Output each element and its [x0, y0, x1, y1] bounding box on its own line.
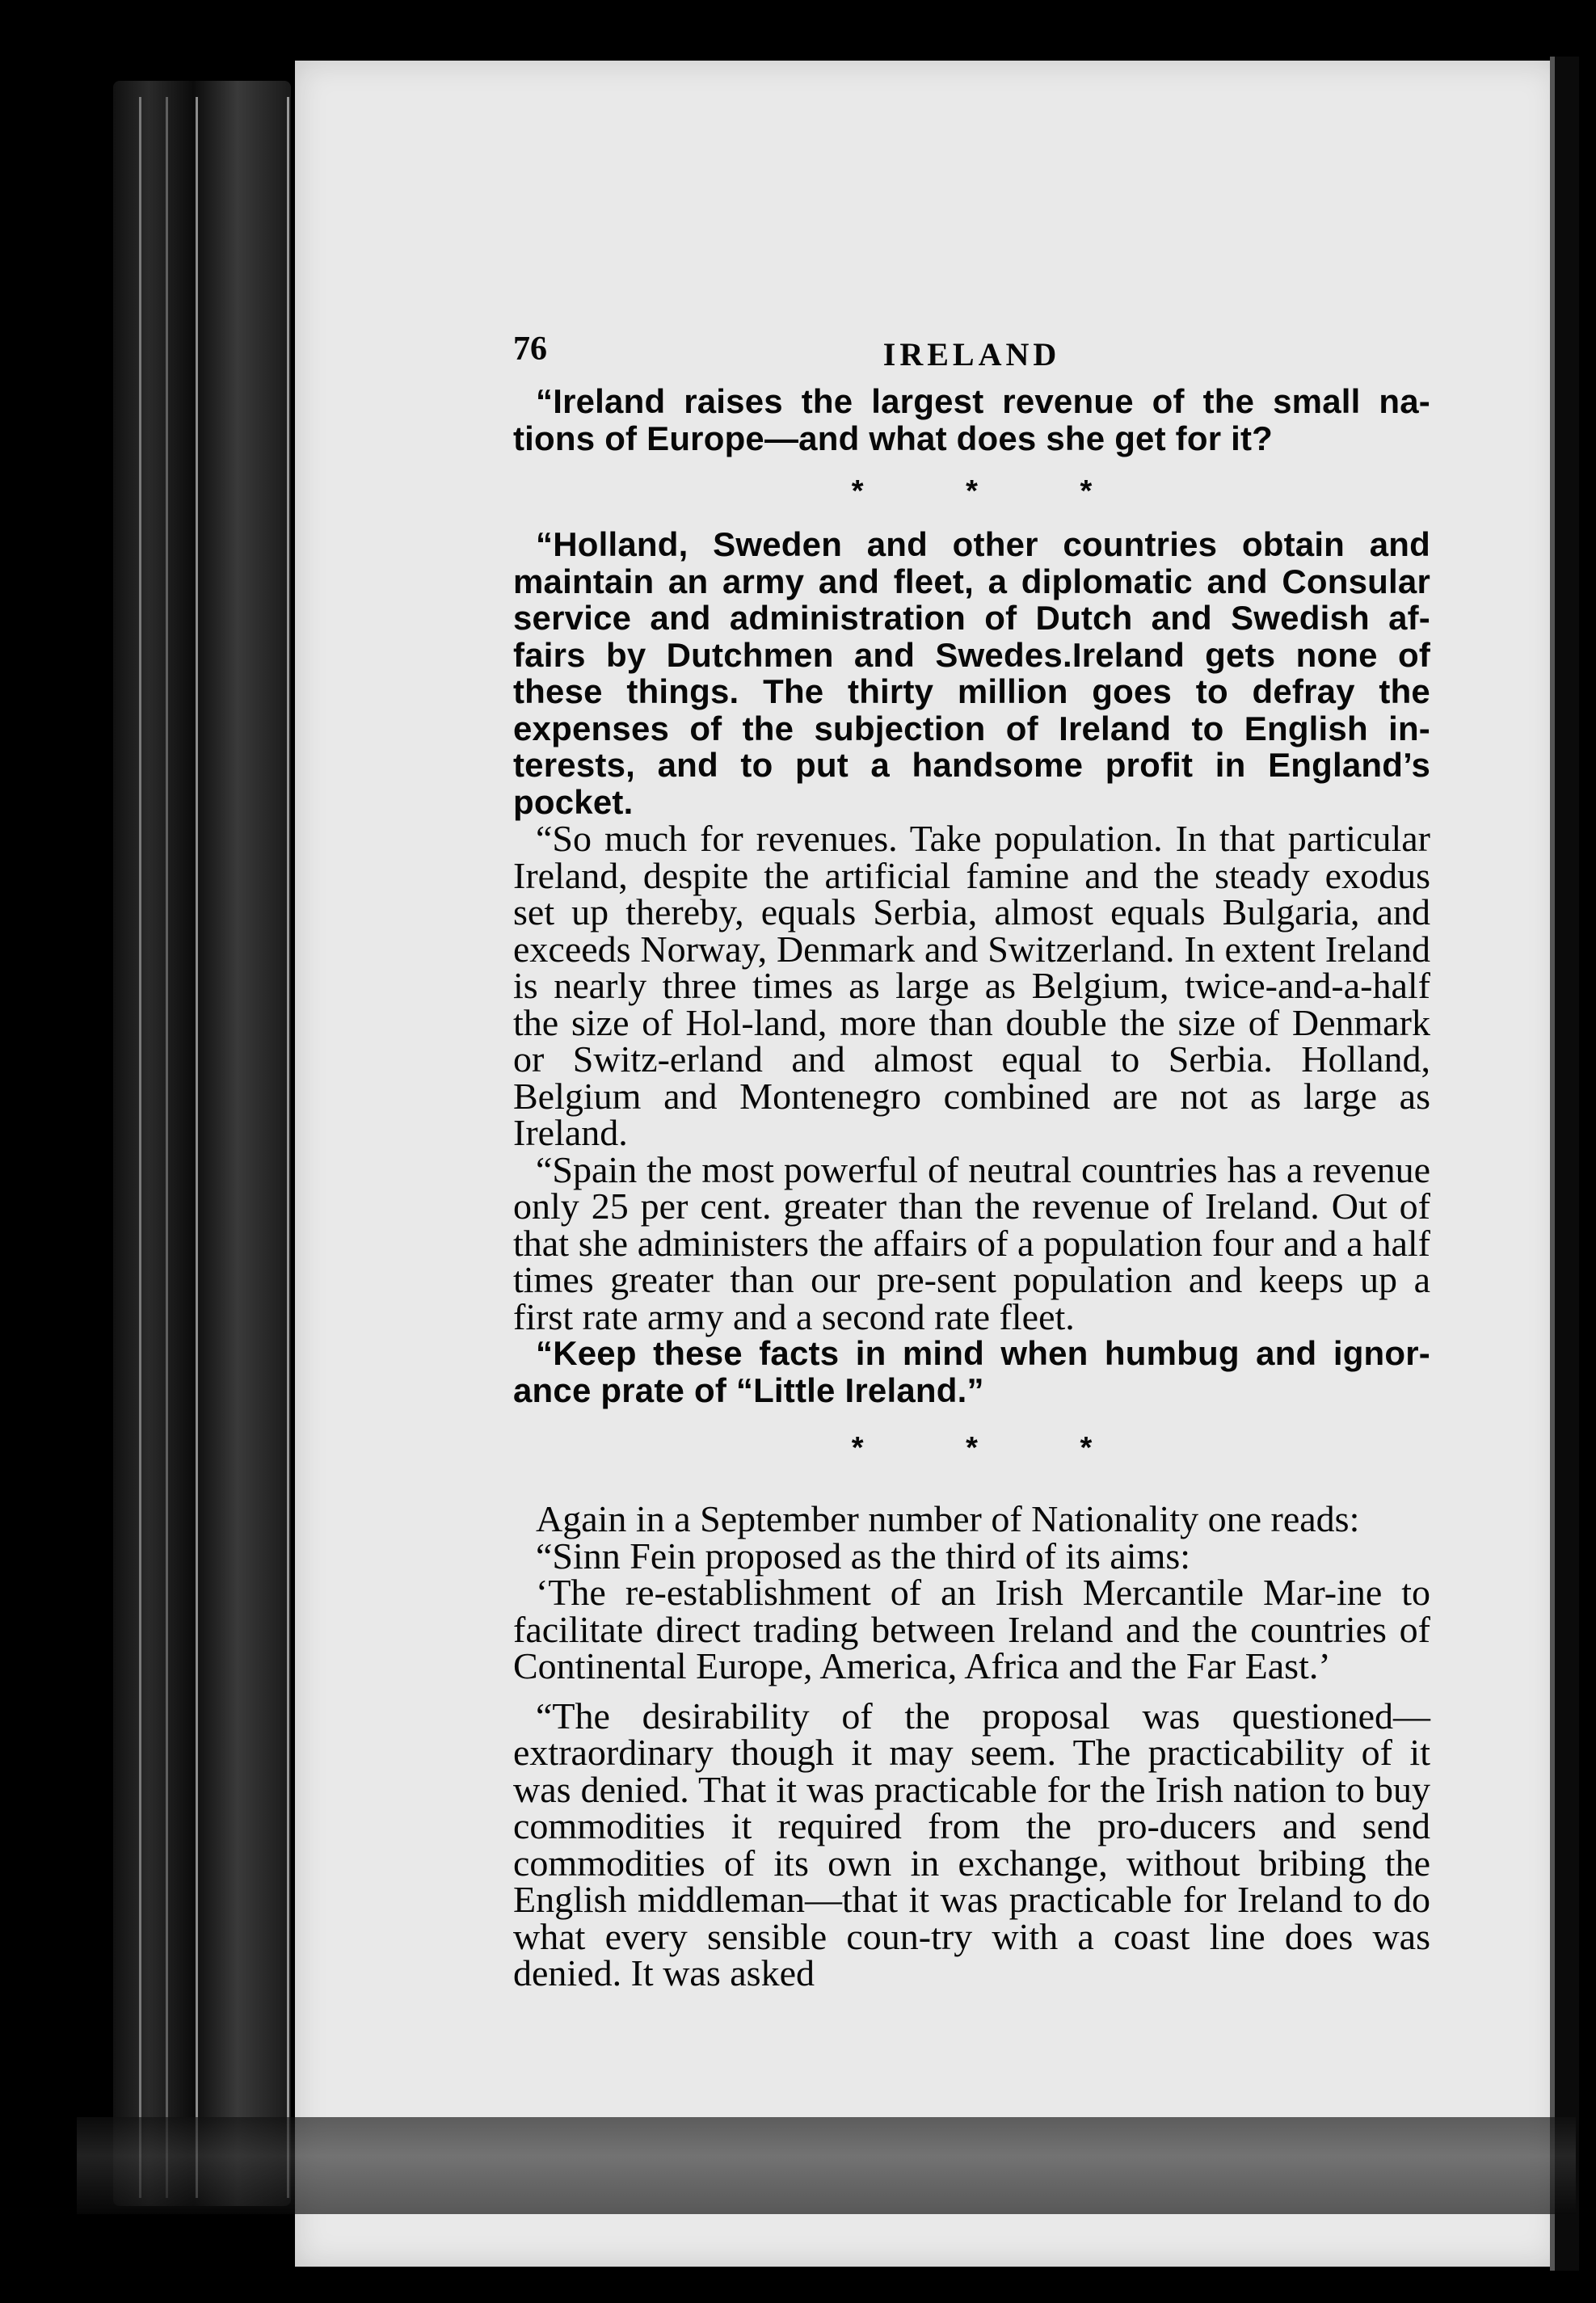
paragraph-spain: “Spain the most powerful of neutral countries has a revenue only 25 per cent. greater than the revenue of Ireland. Out of that she administers the affairs of a population four and a half times greater than our pre-sent population and keeps up a first rate army and a second rate fleet. [513, 1148, 1430, 1337]
page-number: 76 [513, 331, 547, 368]
page-text [513, 325, 1430, 1992]
right-page-edge [1550, 57, 1579, 2271]
paragraph-population: “So much for revenues. Take population. In that particular Ireland, despite the artificial famine and the steady exodus set up thereby, equals Serbia, almost equals Bulgaria, and exceeds Norway, Denmark and Switzerland. In extent Ireland is nearly three times as large as Belgium, twice-and-a-half the size of Hol-land, more than double the size of Denmark or Switz-erland and almost equal to Serbia. Holland, Belgium and Montenegro combined are not as large as Ireland. [513, 818, 1430, 1153]
page-header [513, 325, 1430, 383]
paragraph-holland-sweden: “Holland, Sweden and other countries obtain and maintain an army and fleet, a diplomatic and Consular service and administration of Dutch and Swedish af-fairs by Dutchmen and Swedes.Ireland gets none of these things. The thirty million goes to defray the expenses of the subjection of Ireland to English in-terests, and to put a handsome profit in England’s pocket. [513, 525, 1430, 821]
running-head: IRELAND [882, 336, 1061, 373]
paragraph-september-number: Again in a September number of Nationality one reads: [536, 1498, 1360, 1539]
bottom-page-shadow [77, 2117, 1576, 2214]
asterism-separator: * * * [851, 474, 1139, 508]
paragraph-desirability: “The desirability of the proposal was questioned—extraordinary though it may seem. The practicability of it was denied. That it was practicable for the Irish nation to buy commodities it required from the pro-ducers and send commodities of its own in exchange, without bribing the English middleman—that it was practicable for Ireland to do what every sensible coun-try with a coast line does was denied. It was asked [513, 1695, 1430, 1994]
quote-mercantile-marine: ‘The re-establishment of an Irish Mercantile Mar-ine to facilitate direct trading between Ireland and the countries of Continental Europe, America, Africa and the Far East.’ [513, 1572, 1430, 1686]
page-edge-line [196, 97, 198, 2198]
paragraph-little-ireland: “Keep these facts in mind when humbug and ignor-ance prate of “Little Ireland.” [513, 1334, 1430, 1409]
paragraph-revenue-question: “Ireland raises the largest revenue of the small na-tions of Europe—and what does she get for it? [513, 382, 1430, 457]
page-edge-line [287, 97, 289, 2198]
paragraph-sinn-fein-aims: “Sinn Fein proposed as the third of its aims: [536, 1535, 1191, 1577]
page-edge-line [166, 97, 168, 2198]
page-edge-line [139, 97, 141, 2198]
asterism-separator: * * * [851, 1431, 1139, 1465]
